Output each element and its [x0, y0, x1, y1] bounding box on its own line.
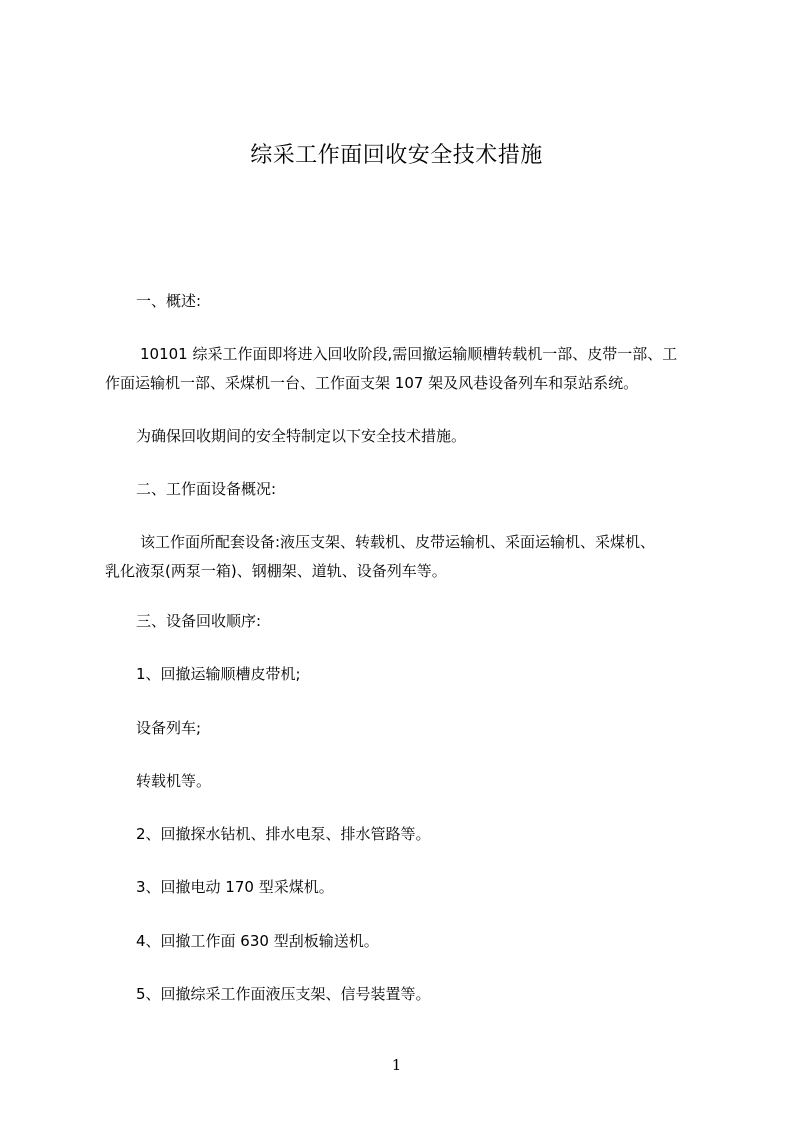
order-item: 5、回撤综采工作面液压支架、信号装置等。 — [136, 985, 431, 1003]
page-number: 1 — [391, 1056, 402, 1074]
overview-paragraph-line-2: 作面运输机一部、采煤机一台、工作面支架 107 架及风巷设备列车和泵站系统。 — [105, 374, 639, 392]
equipment-paragraph-line-2: 乳化液泵(两泵一箱)、钢棚架、道轨、设备列车等。 — [105, 562, 447, 580]
order-item: 3、回撤电动 170 型采煤机。 — [136, 878, 334, 896]
document-title: 综采工作面回收安全技术措施 — [250, 143, 543, 168]
overview-paragraph-2: 为确保回收期间的安全特制定以下安全技术措施。 — [136, 427, 467, 445]
overview-paragraph-line-1: 10101 综采工作面即将进入回收阶段,需回撤运输顺槽转载机一部、皮带一部、工 — [140, 345, 678, 363]
section-heading-overview: 一、概述: — [136, 292, 202, 310]
order-item: 1、回撤运输顺槽皮带机; — [136, 665, 301, 683]
order-item: 2、回撤探水钻机、排水电泵、排水管路等。 — [136, 825, 431, 843]
order-item: 4、回撤工作面 630 型刮板输送机。 — [136, 932, 379, 950]
section-heading-order: 三、设备回收顺序: — [136, 612, 262, 630]
equipment-paragraph-line-1: 该工作面所配套设备:液压支架、转载机、皮带运输机、采面运输机、采煤机、 — [140, 533, 656, 551]
section-heading-equipment: 二、工作面设备概况: — [136, 480, 277, 498]
order-item: 设备列车; — [136, 719, 202, 737]
order-item: 转载机等。 — [136, 772, 212, 790]
